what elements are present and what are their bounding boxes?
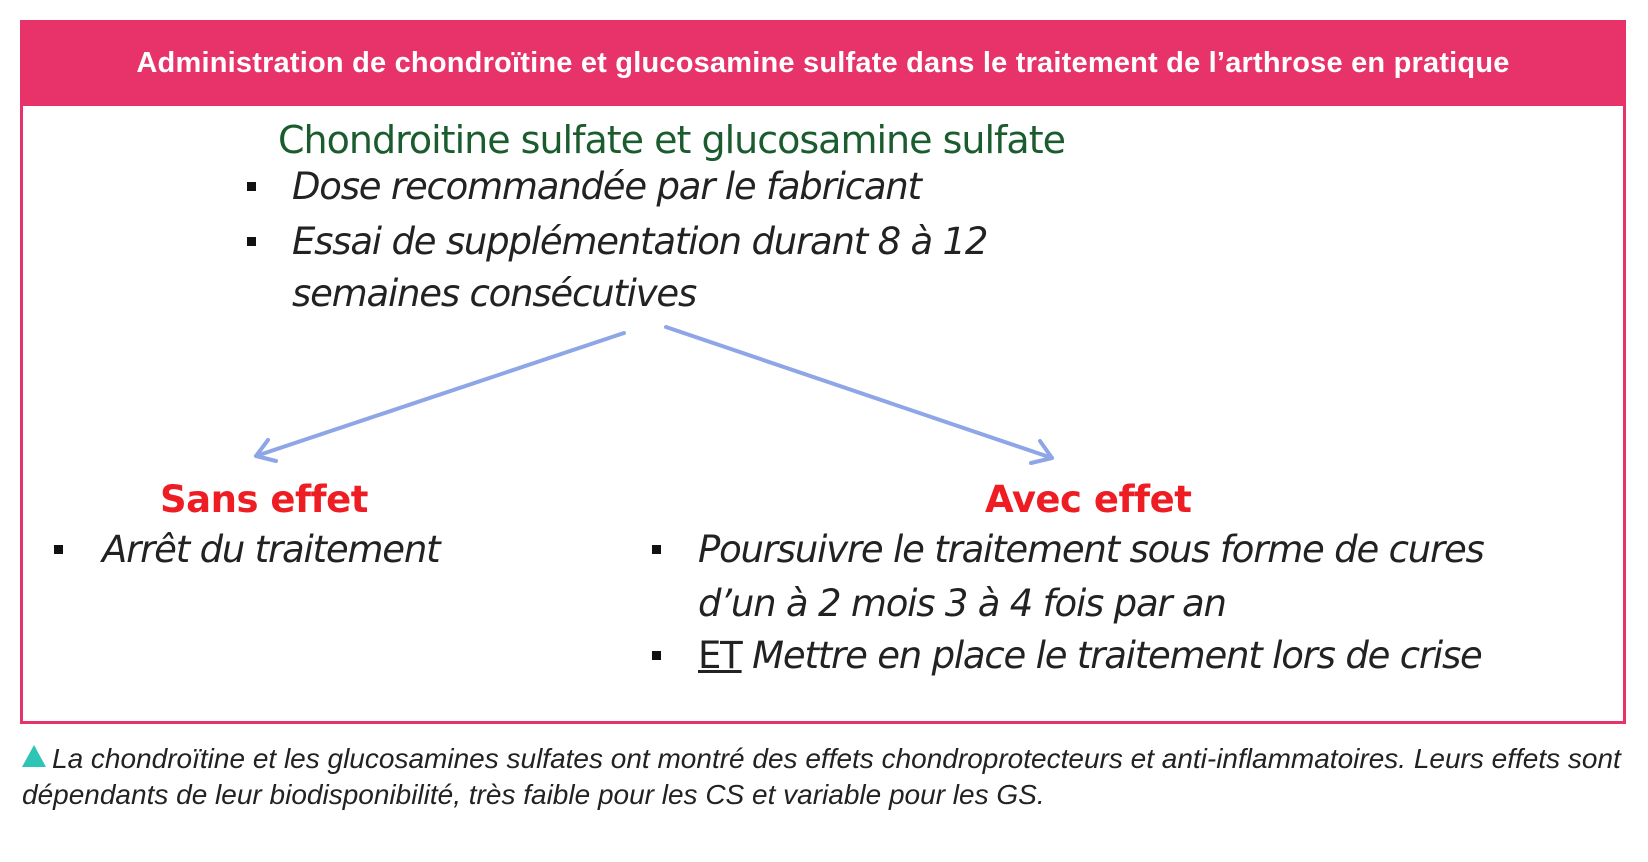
figure-caption: [22, 741, 1632, 813]
triangle-icon: [22, 745, 46, 767]
right-arrow-line: [666, 327, 1052, 458]
right-item-continue-line1: Poursuivre le traitement sous forme de cures: [698, 528, 1484, 571]
bullet-marker: [652, 651, 661, 660]
bullet-marker: [652, 545, 661, 554]
main-title: Chondroitine sulfate et glucosamine sulfate: [278, 118, 1065, 162]
left-item-stop: Arrêt du traitement: [102, 528, 440, 571]
right-item-crisis: [698, 634, 1482, 677]
crisis-text: Mettre en place le traitement lors de crise: [741, 634, 1482, 677]
bullet-marker: [54, 545, 63, 554]
main-item-trial-line1: Essai de supplémentation durant 8 à 12: [292, 220, 988, 263]
right-item-continue-line2: d’un à 2 mois 3 à 4 fois par an: [698, 582, 1226, 625]
main-item-trial-line2: semaines consécutives: [292, 272, 697, 315]
right-branch-title: Avec effet: [985, 478, 1192, 521]
main-item-dose: Dose recommandée par le fabricant: [292, 165, 921, 208]
caption-text: La chondroïtine et les glucosamines sulfates ont montré des effets chondroprotecteurs et anti-inflammatoires. Leurs effets sont dépendants de leur biodisponibilité, très faible pour les CS et variable pour les GS.: [22, 743, 1621, 810]
et-label: ET: [698, 634, 742, 677]
left-arrow-line: [256, 333, 624, 456]
left-branch-title: Sans effet: [160, 478, 368, 521]
header-title: Administration de chondroïtine et glucosamine sulfate dans le traitement de l’arthrose en pratique: [136, 46, 1510, 79]
